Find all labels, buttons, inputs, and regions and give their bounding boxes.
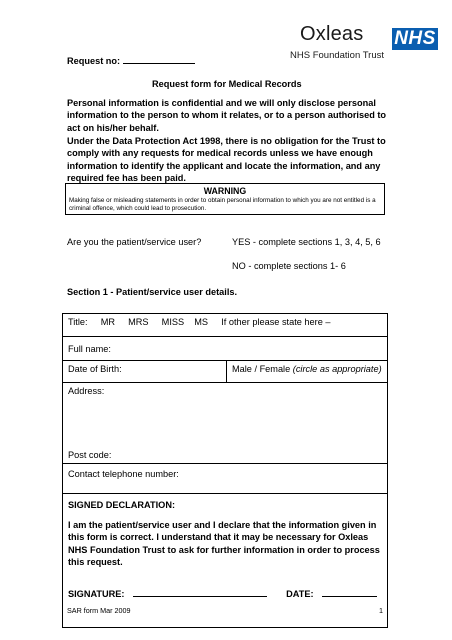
footer-form-version: SAR form Mar 2009 [67,606,131,615]
page-number: 1 [379,606,383,615]
postcode-label: Post code: [68,450,112,460]
title-option-mr[interactable]: MR [100,317,115,327]
gender-field[interactable] [227,361,388,383]
request-no [67,55,195,67]
title-label: Title: [68,317,88,327]
dob-label: Date of Birth: [68,364,122,374]
answer-yes: YES - complete sections 1, 3, 4, 5, 6 [232,237,381,247]
confidential-paragraph: Personal information is confidential and we will only disclose personal information to the person to whom it relates, or to a person authorised to act on his/her behalf. [67,98,387,133]
full-name-field[interactable] [63,337,388,361]
phone-label: Contact telephone number: [68,469,179,479]
signature-label: SIGNATURE: [68,589,125,600]
title-option-ms[interactable]: MS [194,317,209,327]
title-option-mrs[interactable]: MRS [128,317,149,327]
signature-line[interactable] [133,588,267,597]
form-title: Request form for Medical Records [152,79,302,89]
request-no-line [123,55,195,64]
patient-question: Are you the patient/service user? [67,237,202,247]
declaration-text: I am the patient/service user and I declare that the information given in this form is correct. I understand that it may be necessary for Oxleas NHS Foundation Trust to ask for further information in order to process this request. [68,520,380,567]
address-label: Address: [68,386,105,396]
org-name: Oxleas [300,23,364,45]
warning-text: Making false or misleading statements in order to obtain personal information to which you are not entitled is a criminal offence, which could lead to prosecution. [69,197,376,213]
warning-box [65,183,385,215]
date-line[interactable] [322,588,377,597]
warning-title: WARNING [203,186,247,196]
dob-field[interactable] [63,361,227,383]
address-field[interactable] [63,383,388,464]
phone-field[interactable] [63,464,388,494]
title-other-label: If other please state here – [221,317,331,327]
patient-details-table [62,313,388,628]
signature-row [68,588,382,599]
section-1-title: Section 1 - Patient/service user details. [67,287,238,297]
date-label: DATE: [286,589,314,600]
nhs-logo: NHS [392,28,438,50]
declaration-title: SIGNED DECLARATION: [68,500,176,510]
full-name-label: Full name: [68,344,111,354]
gender-note: (circle as appropriate) [292,364,382,374]
title-option-miss[interactable]: MISS [161,317,185,327]
request-no-label: Request no: [67,56,121,66]
org-trust: NHS Foundation Trust [290,50,384,61]
gender-label: Male / Female [232,364,291,374]
answer-no: NO - complete sections 1- 6 [232,261,346,271]
title-row[interactable] [63,314,388,337]
dpa-paragraph: Under the Data Protection Act 1998, there is no obligation for the Trust to comply with any requests for medical records unless we have enough information to identify the applicant and locate the information, and any required fee has been paid. [67,136,386,183]
